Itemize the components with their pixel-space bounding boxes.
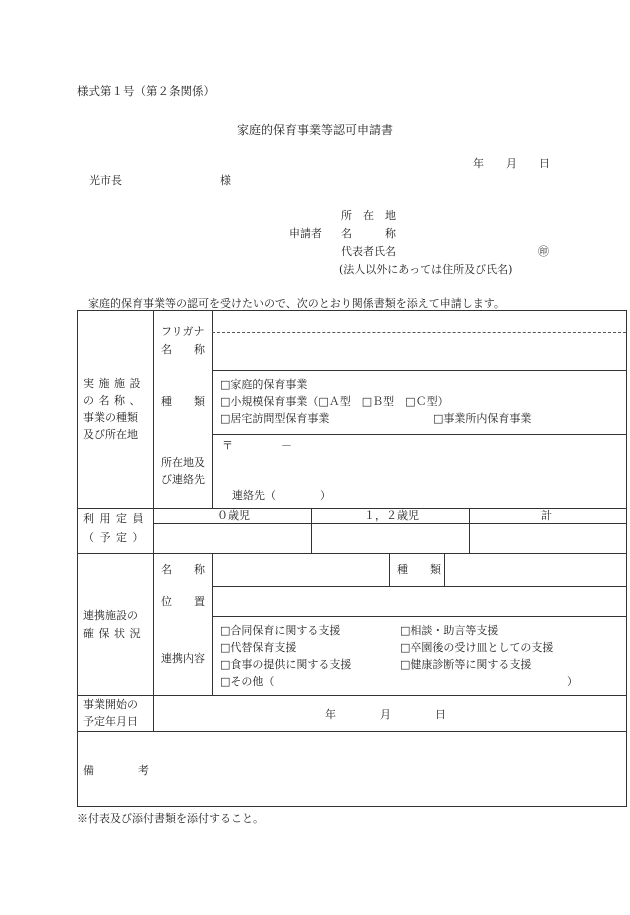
applicant-rep-label: 代表者氏名	[341, 245, 396, 258]
honorific: 様	[220, 174, 231, 187]
facility-name-label: 名 称	[161, 343, 205, 356]
date-line: 年 月 日	[473, 157, 550, 170]
partner-label-1: 連携施設の	[83, 609, 138, 622]
addressee: 光市長	[89, 174, 122, 187]
postal-dash: －	[281, 439, 292, 452]
grid-line	[78, 553, 626, 554]
grid-line	[469, 508, 470, 553]
grid-line	[212, 370, 626, 371]
grid-line	[444, 554, 445, 586]
partner-location-label: 位 置	[161, 595, 205, 608]
furigana-label: フリガナ	[161, 325, 205, 338]
grid-line	[212, 616, 626, 617]
capacity-col-12yr: １，２歳児	[364, 509, 419, 522]
grid-line	[212, 553, 213, 695]
grid-line	[212, 311, 213, 509]
partner-name-label: 名 称	[161, 563, 205, 576]
grid-line	[212, 434, 626, 435]
form-number: 様式第１号（第２条関係）	[77, 84, 215, 98]
intro-text: 家庭的保育事業等の認可を受けたいので、次のとおり関係書類を添えて申請します。	[88, 297, 505, 310]
application-form-table	[77, 310, 627, 807]
type-option-family[interactable]: □家庭的保育事業	[220, 378, 308, 391]
partner-option-after-graduation[interactable]: □卒園後の受け皿としての支援	[400, 641, 554, 654]
section1-heading-4: 及び所在地	[83, 428, 138, 441]
capacity-label-2: （ 予 定 ）	[83, 531, 145, 544]
partner-label-2: 確 保 状 況	[83, 627, 141, 640]
type-option-workplace[interactable]: □事業所内保育事業	[433, 412, 532, 425]
section1-heading-3: 事業の種類	[83, 411, 138, 424]
start-label-1: 事業開始の	[83, 698, 138, 711]
partner-option-consult[interactable]: □相談・助言等支援	[400, 624, 499, 637]
grid-line	[78, 731, 626, 732]
grid-line	[311, 508, 312, 553]
contact-line: 連絡先（ ）	[232, 489, 331, 502]
postal-mark: 〒	[222, 439, 233, 452]
grid-line	[78, 695, 626, 696]
type-option-small-scale[interactable]: □小規模保育事業（□Ａ型 □Ｂ型 □Ｃ型）	[220, 395, 449, 408]
partner-option-other-close: ）	[567, 675, 578, 688]
partner-option-other[interactable]: □その他（	[220, 675, 275, 688]
start-date-value: 年 月 日	[325, 708, 446, 721]
location-label-1: 所在地及	[161, 456, 205, 469]
capacity-label-1: 利 用 定 員	[83, 512, 145, 525]
capacity-col-total: 計	[541, 509, 552, 522]
grid-line	[212, 586, 626, 587]
applicant-name-label: 名 称	[341, 227, 396, 240]
remarks-label: 備 考	[83, 764, 149, 777]
footer-note: ※付表及び添付書類を添付すること。	[77, 812, 264, 825]
applicant-note: (法人以外にあっては住所及び氏名)	[339, 263, 513, 276]
partner-option-health-check[interactable]: □健康診断等に関する支援	[400, 658, 532, 671]
partner-option-joint-care[interactable]: □合同保育に関する支援	[220, 624, 341, 637]
applicant-address-label: 所 在 地	[341, 209, 396, 222]
start-label-2: 予定年月日	[83, 715, 138, 728]
grid-line	[153, 311, 154, 732]
capacity-col-0yr: ０歳児	[217, 509, 250, 522]
facility-type-label: 種 類	[161, 395, 205, 408]
seal-mark: ㊞	[538, 245, 549, 258]
partner-option-substitute[interactable]: □代替保育支援	[220, 641, 297, 654]
type-option-home-visit[interactable]: □居宅訪問型保育事業	[220, 412, 330, 425]
partner-content-label: 連携内容	[161, 652, 205, 665]
partner-option-meals[interactable]: □食事の提供に関する支援	[220, 658, 352, 671]
location-label-2: び連絡先	[161, 473, 205, 486]
section1-heading-1: 実 施 施 設	[83, 377, 141, 390]
furigana-divider	[212, 332, 626, 333]
section1-heading-2: の 名 称 、	[83, 394, 141, 407]
grid-line	[389, 554, 390, 586]
applicant-label: 申請者	[289, 227, 322, 240]
document-title: 家庭的保育事業等認可申請書	[237, 123, 394, 137]
partner-type-label: 種 類	[397, 563, 441, 576]
